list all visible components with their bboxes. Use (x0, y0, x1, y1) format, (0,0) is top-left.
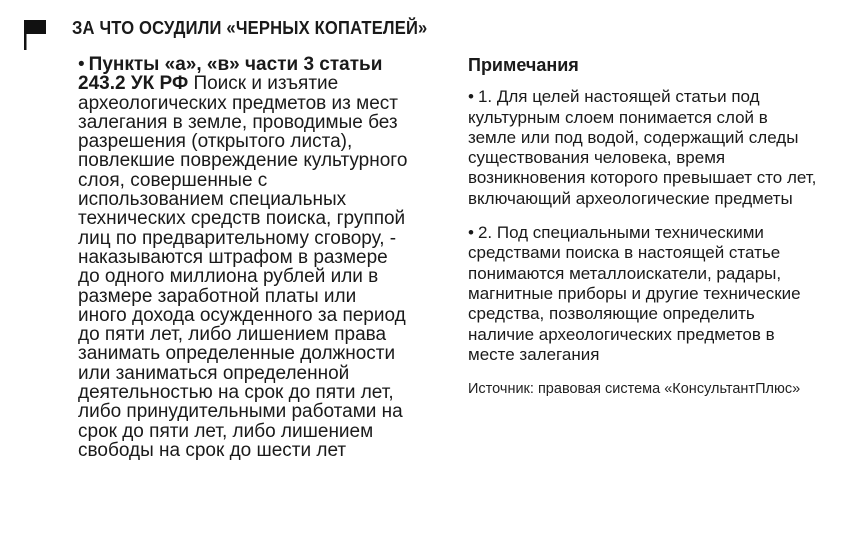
note-text: 1. Для целей настоящей статьи под культурным слоем понимается слой в земле или под водой, содержащий следы существования человека, время возникновения которого превышает сто лет, включающий археологические предметы (468, 87, 817, 208)
note-text: 2. Под специальными техническими средствами поиска в настоящей статье понимаются металлоискатели, радары, магнитные приборы и другие технические средства, позволяющие определить наличие археологических предметов в месте залегания (468, 223, 801, 364)
note-item (468, 87, 818, 209)
flag-icon (24, 20, 46, 50)
article-bullet: • (78, 54, 85, 75)
article-body: Поиск и изъятие археологических предметов из мест залегания в земле, проводимые без разрешения (открытого листа), повлекшие повреждение культурного слоя, совершенные с использованием специальных технических средств поиска, группой лиц по предварительному сговору, - наказываются штрафом в размере до одного миллиона рублей или в размере заработной платы или иного дохода осужденного за период до пяти лет, либо лишением права занимать определенные должности или заниматься определенной деятельностью на срок до пяти лет, либо принудительными работами на срок до пяти лет, либо лишением свободы на срок до шести лет (78, 73, 408, 461)
note-bullet: • (468, 223, 474, 243)
article-column (78, 55, 408, 460)
note-item (468, 223, 818, 365)
note-bullet: • (468, 87, 474, 107)
page-title: ЗА ЧТО ОСУДИЛИ «ЧЕРНЫХ КОПАТЕЛЕЙ» (72, 18, 428, 38)
notes-title: Примечания (468, 55, 579, 75)
source-caption: Источник: правовая система «КонсультантПлюс» (468, 381, 801, 398)
notes-column (468, 55, 818, 400)
article-reference: Пункты «а», «в» части 3 статьи 243.2 УК РФ (78, 54, 383, 95)
